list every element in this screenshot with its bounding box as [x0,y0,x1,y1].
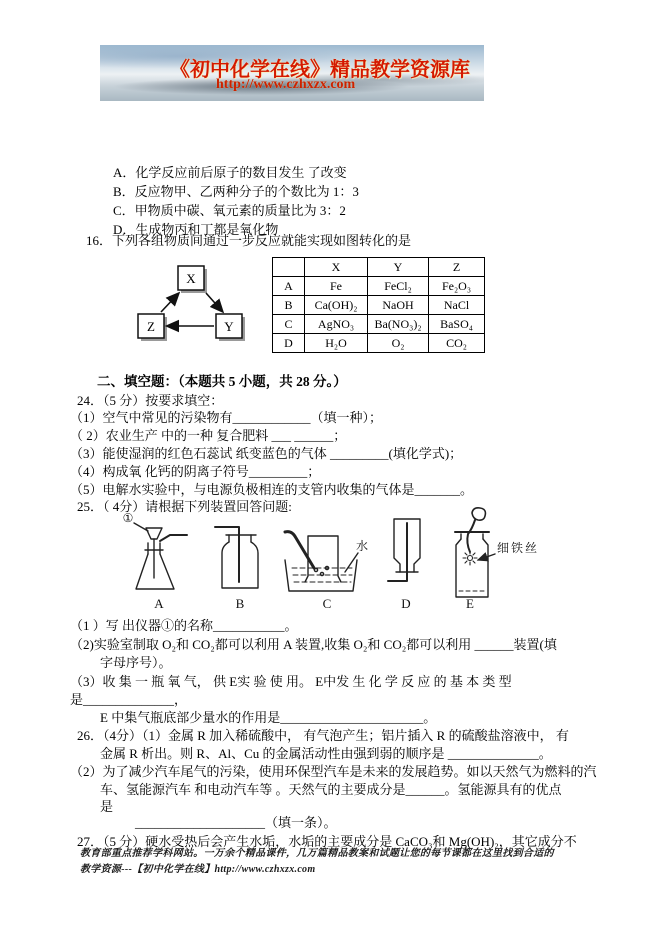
footer-line2: 教学资源---【初中化学在线】http://www.czhxzx.com [80,864,316,875]
q26-line2: 金属 R 析出。则 R、Al、Cu 的金属活动性由强到弱的顺序是 ______________。 [100,746,552,761]
table-cell: D [273,334,305,353]
option-b: B．反应物甲、乙两种分子的个数比为 1：3 [113,184,359,199]
banner-url: http://www.czhxzx.com [216,77,356,92]
table-row [273,277,485,296]
table-header-row [273,258,485,277]
page-footer [80,846,590,878]
table-cell: Ca(OH)₂ [305,296,368,315]
q15-options [113,163,359,239]
option-a: A．化学反应前后原子的数目发生 了改变 [113,165,347,180]
q26-line5: 是 [100,799,114,814]
table-cell: FeCl₂ [368,277,429,296]
table-cell: BaSO₄ [429,315,485,334]
table-row [273,315,485,334]
header-cell: Y [368,258,429,277]
q26-line4: 车、氢能源汽车 和电动汽车等 。天然气的主要成分是______。氢能源具有的优点 [100,782,562,797]
q25-apparatus-figure [108,506,558,614]
table-cell: B [273,296,305,315]
q24-item-5: （5）电解水实验中，与电源负极相连的支管内收集的气体是_______。 [70,482,474,497]
arrow-x-to-y [206,293,222,311]
apparatus-letter-labels [154,596,474,611]
table-cell: Fe [305,277,368,296]
apparatus-c-water-trough [285,532,368,591]
iron-wire-label: 细铁丝 [497,541,540,555]
q16-table [272,257,485,353]
label-c: C [322,596,332,611]
header-cell: Z [429,258,485,277]
apparatus-b-gas-bottle [215,527,258,588]
site-banner [100,45,484,101]
q25-sub2-line2: 字母序号）。 [100,655,172,670]
node-label-x: X [186,271,196,286]
table-row [273,296,485,315]
table-cell: H₂O [305,334,368,353]
option-d: D．生成物丙和丁都是氧化物 [113,222,279,237]
q25-sub3-line1: （3）收 集 一 瓶 氧 气， 供 E实 验 使 用。 E中发 生 化 学 反 应 的 基 本 类 型 [70,674,512,689]
table-row [273,334,485,353]
table-cell: C [273,315,305,334]
banner-title: 《初中化学在线》精品教学资源库 [170,59,470,81]
table-cell: Fe₂O₃ [429,277,485,296]
q24-items [70,409,473,499]
q26-line3: （2）为了减少汽车尾气的污染，使用环保型汽车是未来的发展趋势。如以天然气为燃料的汽 [70,764,597,779]
footer-line1: 教育部重点推荐学科网站。一万余个精品课件，几万篇精品教案和试题让您的每节课都在这里找到合适的 [80,848,554,859]
water-label: 水 [356,539,369,553]
q24-item-2: （ 2）农业生产 中的一种 复合肥料 ___ ______； [70,428,347,443]
arrow-z-to-x [161,294,178,312]
q24-item-4: （4）构成氧 化钙的阴离子符号_________； [70,464,321,479]
circle1-label: ① [122,511,134,525]
apparatus-a-flask-funnel [123,511,187,589]
apparatus-d-inverted-bottle [388,519,420,581]
header-cell: X [305,258,368,277]
node-label-y: Y [224,319,234,334]
table-cell: AgNO₃ [305,315,368,334]
option-c: C．甲物质中碳、氧元素的质量比为 3：2 [113,203,346,218]
q24-item-1: （1）空气中常见的污染物有____________（填一种）； [70,410,383,425]
table-cell: A [273,277,305,296]
label-a: A [154,596,164,611]
q26-line1: 26．（4分）（1）金属 R 加入稀硫酸中， 有气泡产生；铝片插入 R 的硫酸盐溶液中， 有 [77,728,569,743]
q25-sub1: （1 ）写 出仪器①的名称___________。 [70,618,298,633]
label-b: B [235,596,245,611]
q24-stem: 24．（5 分）按要求填空： [77,393,224,408]
q26-line6: ____________________（填一条）。 [135,815,337,830]
spark-glyph [463,551,477,565]
table-cell: NaCl [429,296,485,315]
section2-heading: 二、填空题：（本题共 5 小题，共 28 分。） [97,374,347,389]
q16-stem: 16．下列各组物质间通过一步反应就能实现如图转化的是 [86,233,412,248]
label-d: D [401,596,411,611]
table-cell: NaOH [368,296,429,315]
table-cell: O₂ [368,334,429,353]
q25-sub3-line2: 是______________， [70,692,188,707]
q27-stem: 27．（5 分）硬水受热后会产生水垢，水垢的主要成分是 CaCO₃和 Mg(OH)₂，其它成分不 [77,834,577,849]
q24-item-3: （3）能使湿润的红色石蕊试 纸变蓝色的气体 _________(填化学式)； [70,446,463,461]
table-cell: CO₂ [429,334,485,353]
q25-sub3-line3: E 中集气瓶底部少量水的作用是______________________。 [100,710,437,725]
table-cell: Ba(NO₃)₂ [368,315,429,334]
apparatus-e-iron-wire-bottle [455,508,539,597]
q25-sub2-line1: （2)实验室制取 O₂和 CO₂都可以利用 A 装置,收集 O₂和 CO₂都可以利用 ______装置(填 [70,637,557,652]
node-label-z: Z [147,319,155,334]
q25-stem: 25．（ 4分）请根据下列装置回答问题: [77,499,292,514]
header-cell [273,258,305,277]
label-e: E [466,596,474,611]
